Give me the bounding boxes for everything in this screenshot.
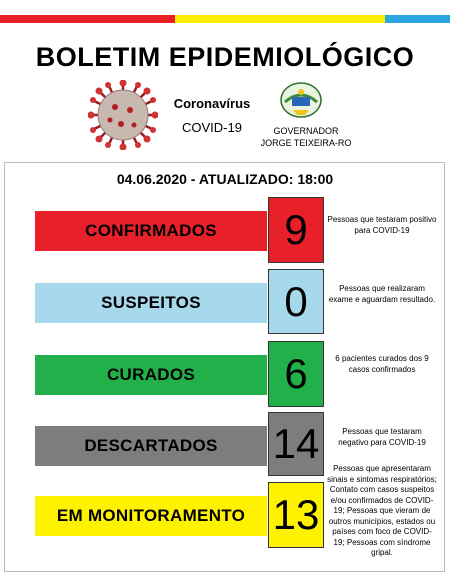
confirmed-label: CONFIRMADOS [35, 211, 267, 251]
stripe-blue [385, 15, 450, 23]
coronavirus-icon [88, 80, 158, 150]
government-label [258, 125, 354, 149]
discarded-note: Pessoas que testaram negativo para COVID-19 [338, 427, 426, 447]
suspects-count: 0 [268, 269, 324, 334]
monitoring-count: 13 [268, 482, 324, 548]
page-title: BOLETIM EPIDEMIOLÓGICO [35, 42, 415, 72]
government-line-1: GOVERNADOR [273, 126, 339, 136]
municipal-seal-icon [279, 80, 323, 120]
cured-note: 6 pacientes curados dos 9 casos confirmados [335, 354, 429, 374]
monitoring-note: Pessoas que apresentaram sinais e sintomas respiratórios; Contato com casos suspeitos e/ou confirmados de COVID-19; Pessoas que vieram de outros municípios, estados ou países com foco de COVID-19; Pessoas com síndrome gripal. [327, 464, 437, 557]
stripe-yellow [175, 15, 385, 23]
update-date: 04.06.2020 - ATUALIZADO: 18:00 [116, 171, 334, 187]
cured-count: 6 [268, 341, 324, 407]
suspects-note: Pessoas que realizaram exame e aguardam resultado. [328, 284, 436, 304]
stripe-red [0, 15, 175, 23]
confirmed-note: Pessoas que testaram positivo para COVID-19 [327, 215, 437, 235]
top-color-stripe [0, 15, 450, 23]
coronavirus-label: Coronavírus [173, 96, 251, 111]
government-line-2: JORGE TEIXEIRA-RO [260, 138, 352, 148]
discarded-label: DESCARTADOS [35, 426, 267, 466]
confirmed-count: 9 [268, 197, 324, 263]
cured-label: CURADOS [35, 355, 267, 395]
covid-label: COVID-19 [182, 120, 242, 135]
suspects-label: SUSPEITOS [35, 283, 267, 323]
monitoring-label: EM MONITORAMENTO [35, 496, 267, 536]
discarded-count: 14 [268, 412, 324, 476]
